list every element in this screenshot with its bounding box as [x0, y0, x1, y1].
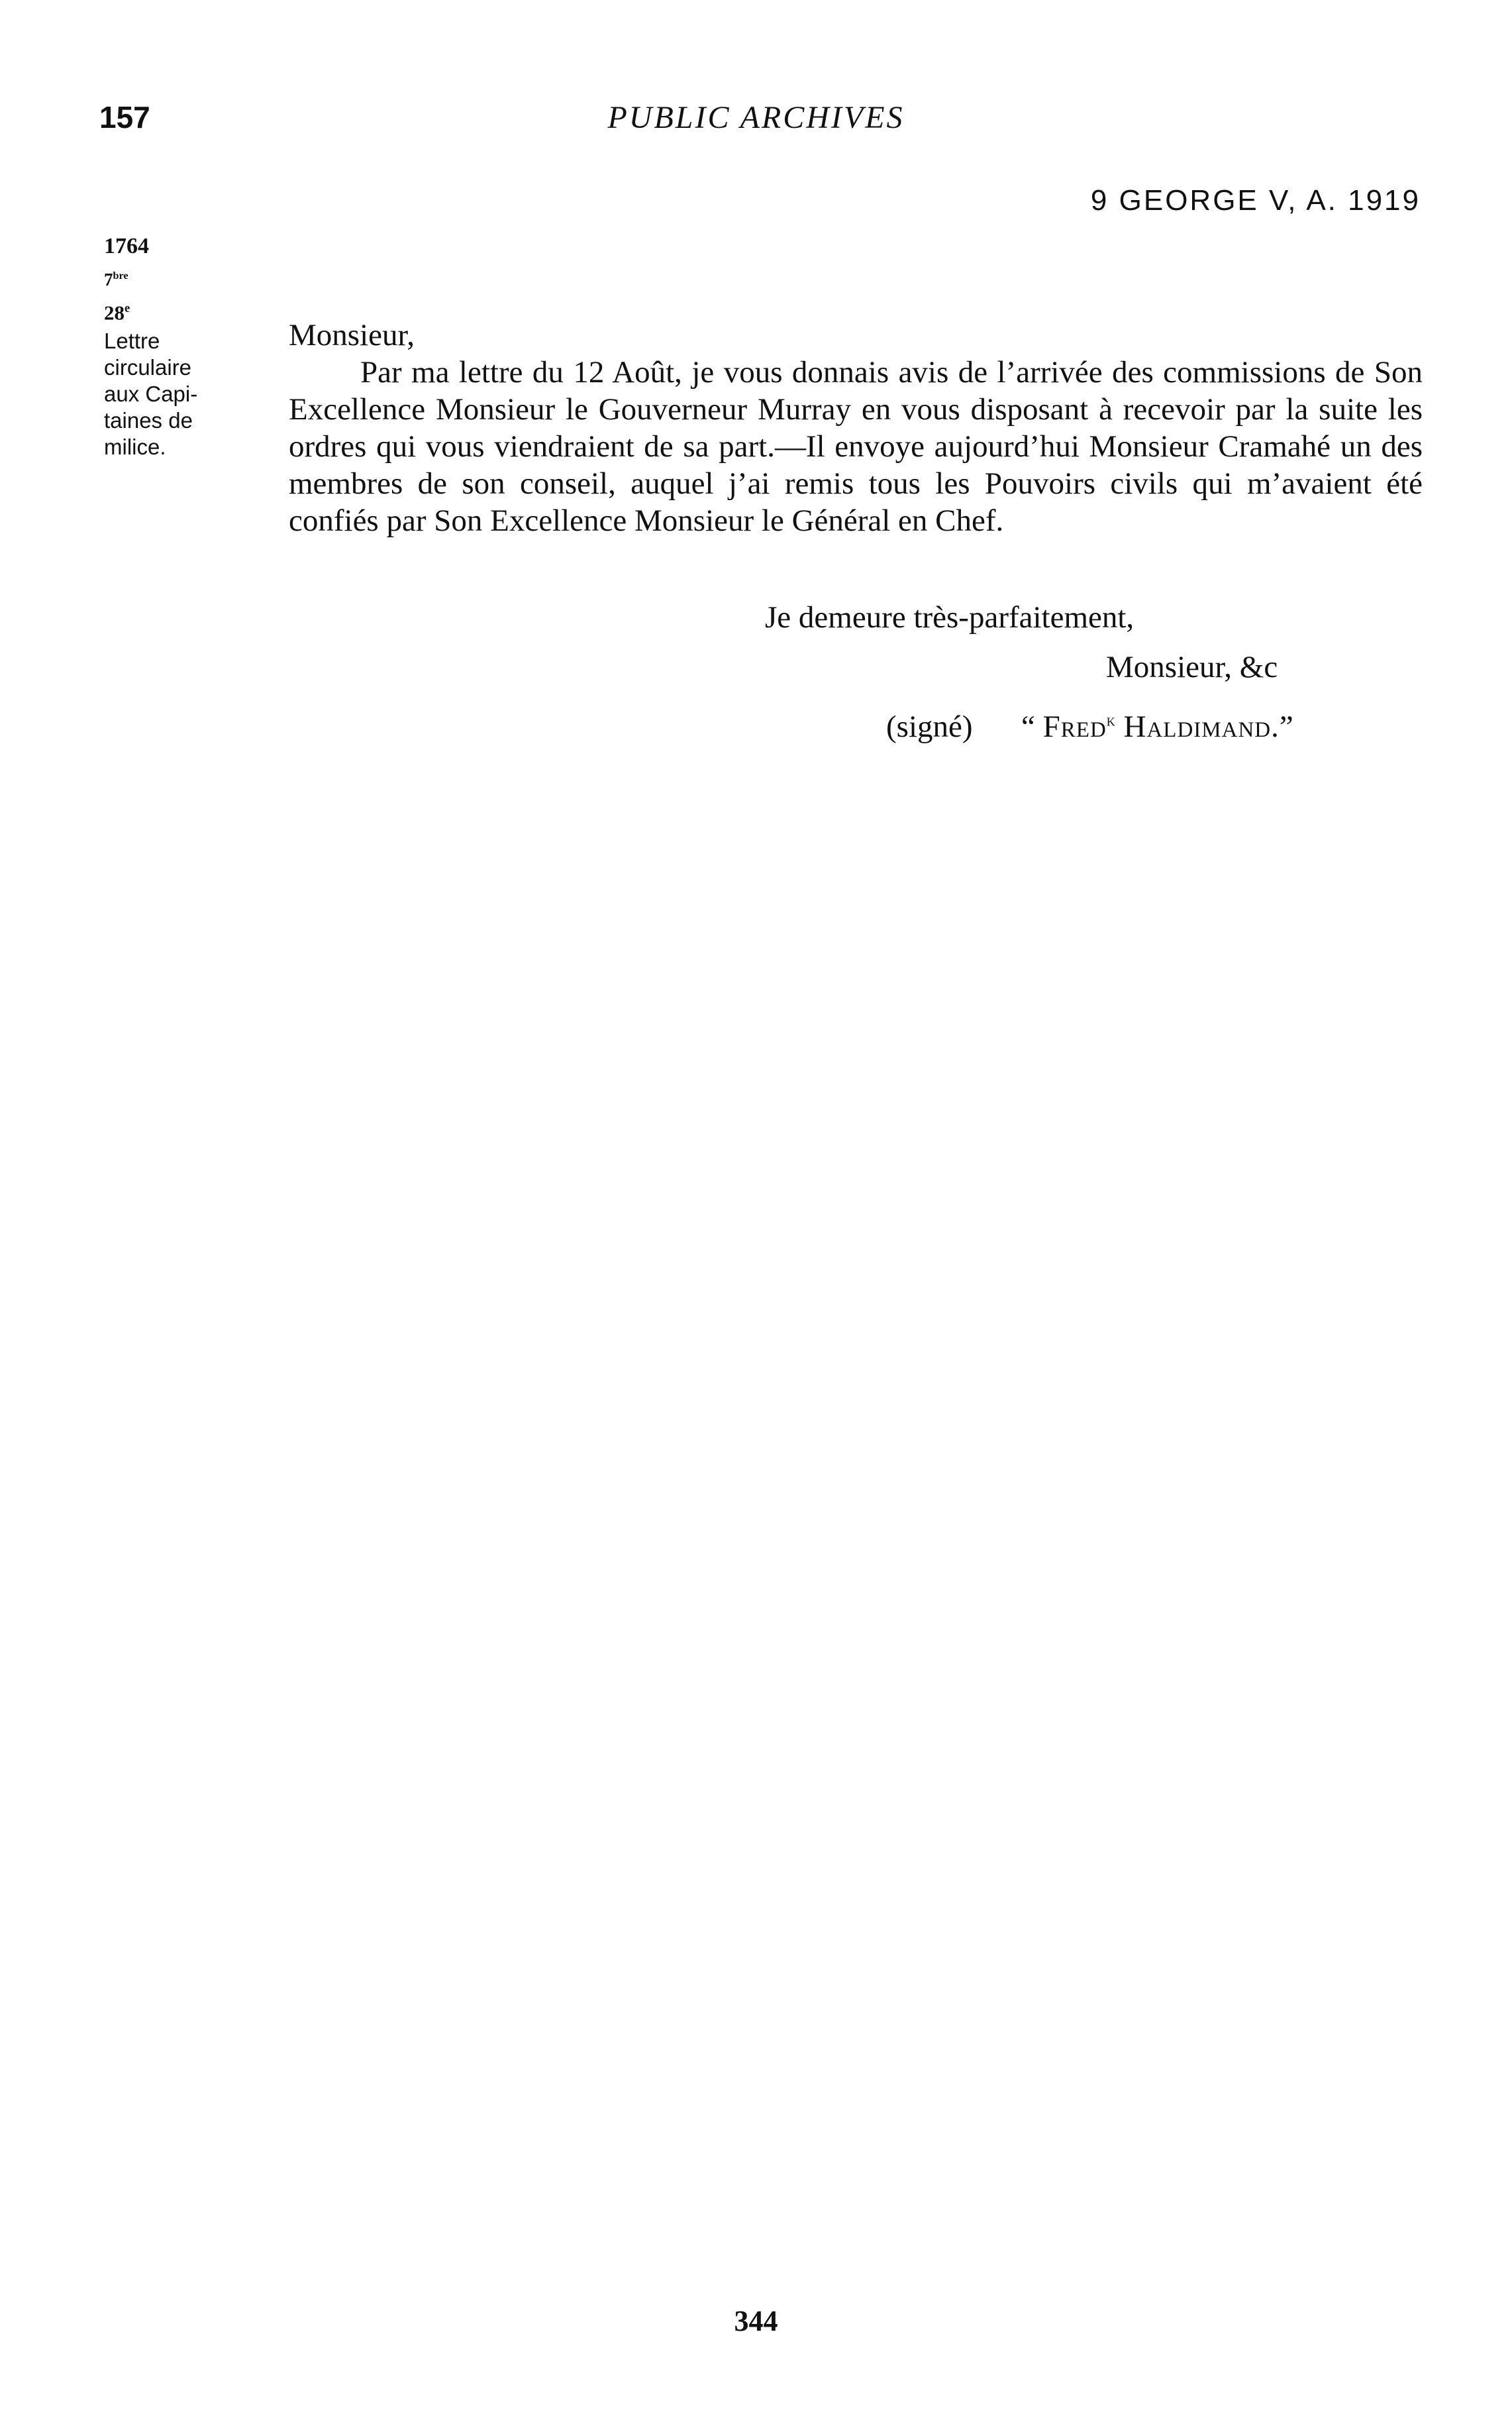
margin-day: 28e: [104, 301, 130, 325]
signature-last-name: Haldimand.: [1123, 710, 1280, 744]
folio-number: 344: [734, 2305, 778, 2337]
margin-note: [104, 328, 243, 460]
signed-label: (signé): [886, 710, 973, 744]
signature-line: [886, 709, 1293, 745]
salutation: Monsieur,: [289, 318, 415, 352]
margin-note-line: milice.: [104, 435, 166, 459]
margin-month: $7^{bre}$: [104, 270, 128, 290]
closing-address: Monsieur, &c: [1106, 650, 1278, 684]
margin-year: 1764: [104, 234, 149, 258]
running-head: PUBLIC ARCHIVES: [607, 100, 905, 135]
signature-open-quote: “: [1021, 710, 1035, 744]
margin-note-line: Lettre: [104, 329, 160, 353]
margin-date: [104, 232, 149, 327]
page-number: 157: [99, 100, 150, 134]
letter: [289, 317, 1423, 539]
margin-note-line: taines de: [104, 408, 193, 433]
letter-body: Par ma lettre du 12 Août, je vous donnais avis de l’arrivée des commissions de Son Excellence Monsieur le Gouverneur Murray en vous disposant à recevoir par la suite les ordres qui vous viendraient de sa part.—Il envoye aujourd’hui Monsieur Cramahé un des membres de son conseil, auquel j’ai remis tous les Pouvoirs civils qui m’avaient été confiés par Son Excellence Monsieur le Général en Chef.: [289, 355, 1423, 538]
signature-first-name: Fred$^k$: [1042, 710, 1116, 744]
margin-note-line: circulaire: [104, 355, 192, 380]
signature-close-quote: ”: [1279, 710, 1293, 744]
closing-line: Je demeure très-parfaitement,: [765, 600, 1134, 635]
margin-note-line: aux Capi-: [104, 382, 198, 406]
session-year: 9 GEORGE V, A. 1919: [1090, 184, 1421, 217]
